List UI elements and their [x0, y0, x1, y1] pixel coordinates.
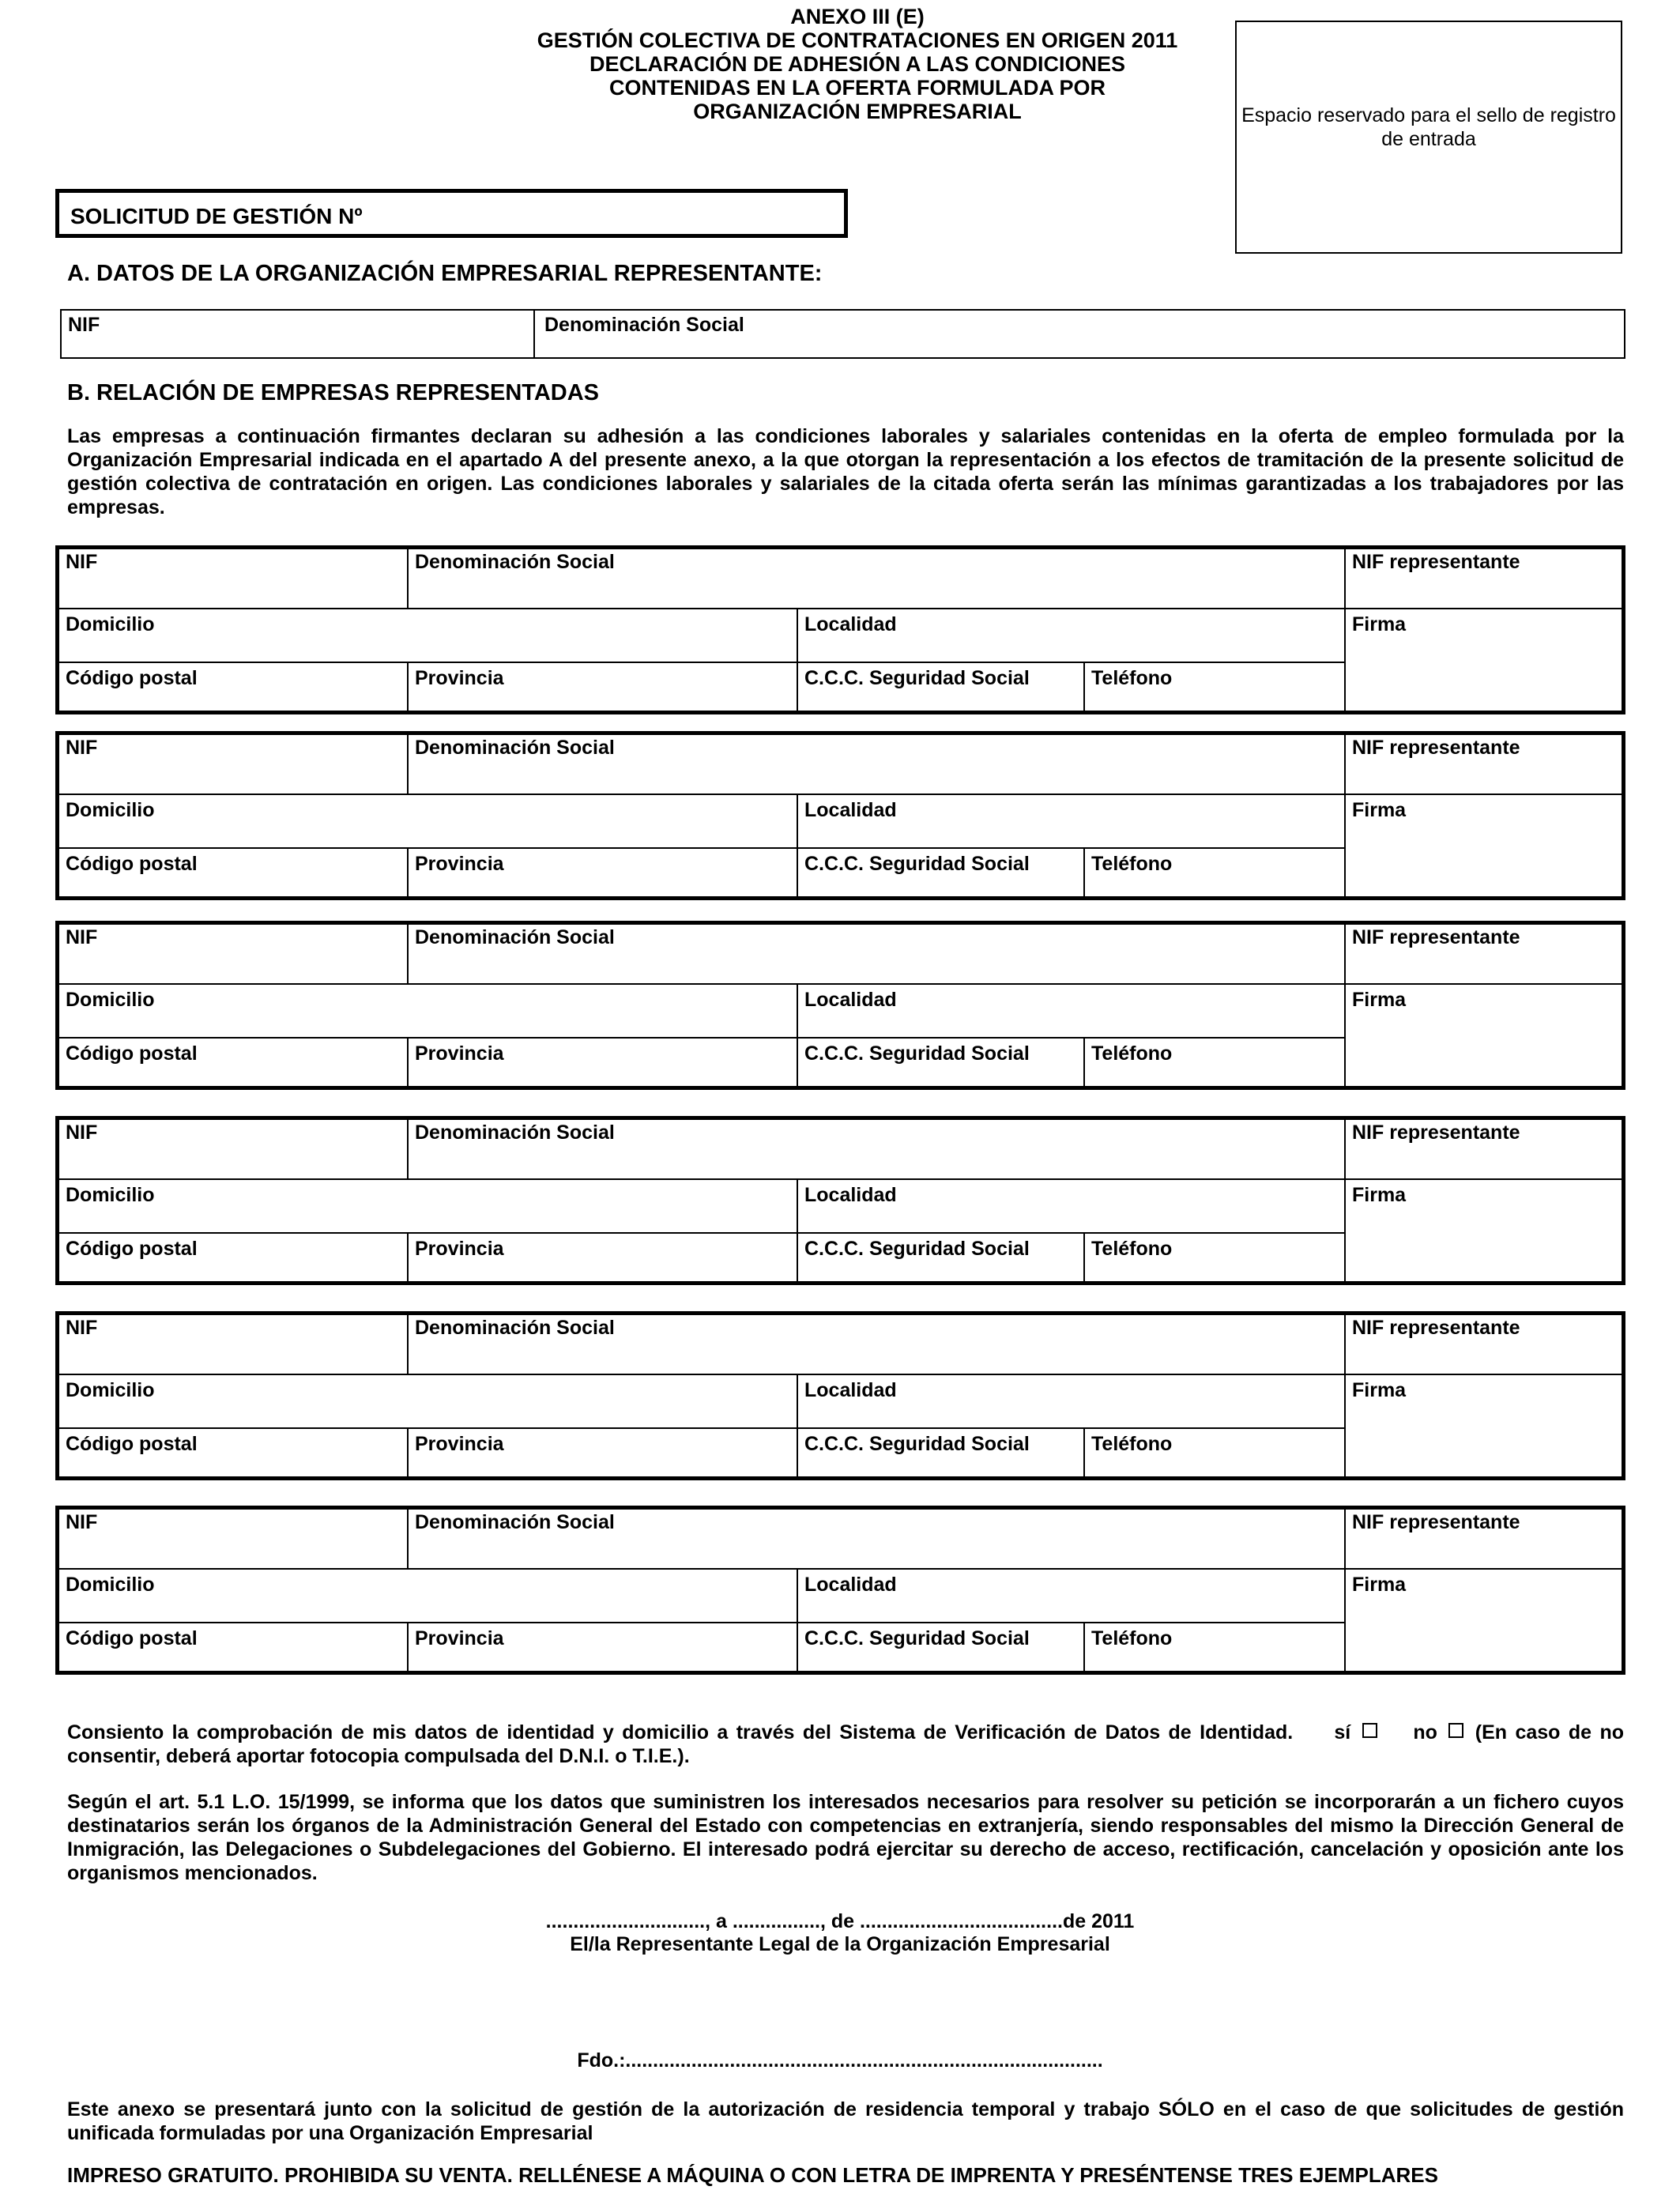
nif-representante-label: NIF representante [1352, 1511, 1520, 1533]
nif-field[interactable] [59, 1120, 407, 1178]
domicilio-label: Domicilio [66, 1184, 155, 1206]
ccc-seguridad-social-label: C.C.C. Seguridad Social [804, 1433, 1030, 1455]
company-block [55, 921, 1625, 1090]
section-a-table [60, 309, 1625, 359]
codigo-postal-label: Código postal [66, 853, 198, 875]
localidad-field[interactable] [797, 983, 1344, 1037]
privacy-notice: Según el art. 5.1 L.O. 15/1999, se informa que los datos que suministren los interesados necesarios para resolver su petición se incorporarán a un fichero cuyos destinatarios serán los órganos de la Administración General del Estado con competencias en extranjería, siendo responsables del mismo la Dirección General de Inmigración, las Delegaciones o Subdelegaciones del Gobierno. El interesado podrá ejercitar su derecho de acceso, rectificación, cancelación y oposición ante los organismos mencionados. [67, 1791, 1624, 1884]
domicilio-label: Domicilio [66, 799, 155, 821]
codigo-postal-field[interactable] [59, 1037, 407, 1086]
denominacion-label: Denominación Social [415, 737, 615, 759]
nif-label: NIF [66, 1511, 98, 1533]
denominacion-field[interactable] [407, 1510, 1344, 1568]
telefono-label: Teléfono [1091, 1627, 1173, 1649]
telefono-field[interactable] [1083, 1427, 1344, 1476]
solicitud-label: SOLICITUD DE GESTIÓN Nº [70, 204, 363, 228]
denominacion-label: Denominación Social [415, 551, 615, 573]
nif-field[interactable] [59, 549, 407, 608]
consent-tail: (En caso de no consentir, deberá aportar fotocopia compulsada del D.N.I. o T.I.E.). [67, 1721, 1625, 1767]
codigo-postal-field[interactable] [59, 1427, 407, 1476]
denominacion-field[interactable] [407, 549, 1344, 608]
firma-field[interactable] [1344, 983, 1622, 1086]
provincia-field[interactable] [407, 1622, 797, 1671]
title-line-1: ANEXO III (E) [790, 5, 925, 28]
telefono-field[interactable] [1083, 1232, 1344, 1281]
consent-no-checkbox[interactable] [1448, 1723, 1463, 1738]
section-a-heading: A. DATOS DE LA ORGANIZACIÓN EMPRESARIAL REPRESENTANTE: [67, 261, 823, 286]
nif-representante-field[interactable] [1344, 1510, 1622, 1568]
denominacion-label: Denominación Social [415, 1122, 615, 1144]
ccc-seguridad-social-label: C.C.C. Seguridad Social [804, 1238, 1030, 1260]
localidad-field[interactable] [797, 1374, 1344, 1427]
telefono-field[interactable] [1083, 1037, 1344, 1086]
nif-field[interactable] [59, 1510, 407, 1568]
localidad-label: Localidad [804, 1184, 897, 1206]
provincia-field[interactable] [407, 1232, 797, 1281]
telefono-label: Teléfono [1091, 1238, 1173, 1260]
domicilio-field[interactable] [59, 1178, 797, 1232]
domicilio-field[interactable] [59, 1568, 797, 1622]
provincia-label: Provincia [415, 1627, 504, 1649]
nif-representante-label: NIF representante [1352, 551, 1520, 573]
firma-field[interactable] [1344, 794, 1622, 896]
nif-representante-field[interactable] [1344, 1315, 1622, 1374]
solicitud-number-field[interactable] [55, 189, 848, 238]
nif-field[interactable] [59, 1315, 407, 1374]
provincia-label: Provincia [415, 1042, 504, 1065]
denominacion-label: Denominación Social [415, 1511, 615, 1533]
firma-field[interactable] [1344, 1178, 1622, 1281]
localidad-label: Localidad [804, 799, 897, 821]
company-block [55, 731, 1625, 900]
telefono-label: Teléfono [1091, 853, 1173, 875]
firma-field[interactable] [1344, 1374, 1622, 1476]
localidad-label: Localidad [804, 1574, 897, 1596]
firma-label: Firma [1352, 613, 1407, 635]
stamp-box-text: Espacio reservado para el sello de registro de entrada [1241, 104, 1616, 150]
domicilio-label: Domicilio [66, 1574, 155, 1596]
codigo-postal-label: Código postal [66, 1042, 198, 1065]
nif-field[interactable] [59, 925, 407, 983]
consent-yes-label: sí [1334, 1721, 1351, 1744]
company-block [55, 545, 1625, 714]
title-line-2: GESTIÓN COLECTIVA DE CONTRATACIONES EN ORIGEN 2011 [537, 28, 1178, 52]
telefono-label: Teléfono [1091, 1433, 1173, 1455]
nif-representante-label: NIF representante [1352, 737, 1520, 759]
nif-label: NIF [66, 926, 98, 948]
section-b-paragraph: Las empresas a continuación firmantes declaran su adhesión a las condiciones laborales y salariales contenidas en la oferta de empleo formulada por la Organización Empresarial indicada en el apartado A del presente anexo, a la que otorgan la representación a los efectos de tramitación de la presente solicitud de gestión colectiva de contratación en origen. Las condiciones laborales y salariales de la citada oferta serán las mínimas garantizadas a los trabajadores por las empresas. [67, 425, 1624, 518]
localidad-label: Localidad [804, 613, 897, 635]
telefono-field[interactable] [1083, 1622, 1344, 1671]
consent-text: Consiento la comprobación de mis datos de identidad y domicilio a través del Sistema de Verificación de Datos de Identidad. [67, 1721, 1294, 1744]
telefono-field[interactable] [1083, 847, 1344, 896]
nif-representante-field[interactable] [1344, 549, 1622, 608]
denominacion-field[interactable] [407, 925, 1344, 983]
denominacion-label: Denominación Social [415, 1317, 615, 1339]
ccc-seguridad-social-field[interactable] [797, 1037, 1083, 1086]
nif-representante-label: NIF representante [1352, 926, 1520, 948]
localidad-label: Localidad [804, 989, 897, 1011]
ccc-seguridad-social-field[interactable] [797, 847, 1083, 896]
nif-label: NIF [66, 551, 98, 573]
provincia-field[interactable] [407, 1427, 797, 1476]
registration-stamp-box [1235, 21, 1622, 254]
codigo-postal-field[interactable] [59, 1622, 407, 1671]
domicilio-label: Domicilio [66, 1379, 155, 1401]
denominacion-field[interactable] [407, 735, 1344, 794]
firma-label: Firma [1352, 989, 1407, 1011]
provincia-field[interactable] [407, 1037, 797, 1086]
signature-line[interactable]: Fdo.:....................................................................................... [577, 2049, 1103, 2071]
domicilio-label: Domicilio [66, 989, 155, 1011]
firma-label: Firma [1352, 1379, 1407, 1401]
domicilio-field[interactable] [59, 608, 797, 662]
localidad-field[interactable] [797, 1568, 1344, 1622]
firma-field[interactable] [1344, 608, 1622, 711]
divider [533, 311, 535, 357]
localidad-field[interactable] [797, 1178, 1344, 1232]
bottom-note: IMPRESO GRATUITO. PROHIBIDA SU VENTA. RELLÉNESE A MÁQUINA O CON LETRA DE IMPRENTA Y PRESÉNTENSE TRES EJEMPLARES [67, 2163, 1438, 2187]
company-block [55, 1116, 1625, 1285]
domicilio-label: Domicilio [66, 613, 155, 635]
company-block [55, 1311, 1625, 1480]
title-line-4: CONTENIDAS EN LA OFERTA FORMULADA POR [609, 76, 1106, 100]
denominacion-field[interactable] [407, 1315, 1344, 1374]
ccc-seguridad-social-label: C.C.C. Seguridad Social [804, 1042, 1030, 1065]
provincia-label: Provincia [415, 1433, 504, 1455]
provincia-label: Provincia [415, 1238, 504, 1260]
nif-representante-label: NIF representante [1352, 1317, 1520, 1339]
localidad-field[interactable] [797, 608, 1344, 662]
representative-label: El/la Representante Legal de la Organización Empresarial [570, 1933, 1110, 1955]
domicilio-field[interactable] [59, 794, 797, 847]
codigo-postal-field[interactable] [59, 662, 407, 711]
firma-field[interactable] [1344, 1568, 1622, 1671]
ccc-seguridad-social-field[interactable] [797, 1622, 1083, 1671]
codigo-postal-label: Código postal [66, 1433, 198, 1455]
consent-paragraph [67, 1721, 1624, 1768]
nif-representante-field[interactable] [1344, 1120, 1622, 1178]
domicilio-field[interactable] [59, 983, 797, 1037]
nif-label: NIF [66, 1317, 98, 1339]
consent-yes-checkbox[interactable] [1362, 1723, 1377, 1738]
localidad-label: Localidad [804, 1379, 897, 1401]
codigo-postal-label: Código postal [66, 1238, 198, 1260]
provincia-field[interactable] [407, 662, 797, 711]
title-line-5: ORGANIZACIÓN EMPRESARIAL [693, 100, 1022, 123]
org-denominacion-label: Denominación Social [544, 314, 744, 336]
ccc-seguridad-social-field[interactable] [797, 1232, 1083, 1281]
denominacion-label: Denominación Social [415, 926, 615, 948]
consent-no-label: no [1413, 1721, 1437, 1744]
codigo-postal-label: Código postal [66, 1627, 198, 1649]
telefono-label: Teléfono [1091, 1042, 1173, 1065]
company-block [55, 1506, 1625, 1675]
date-line[interactable]: ............................., a ................, de .....................................de 2011 [545, 1910, 1135, 1932]
nif-representante-field[interactable] [1344, 735, 1622, 794]
localidad-field[interactable] [797, 794, 1344, 847]
provincia-label: Provincia [415, 853, 504, 875]
ccc-seguridad-social-label: C.C.C. Seguridad Social [804, 1627, 1030, 1649]
title-line-3: DECLARACIÓN DE ADHESIÓN A LAS CONDICIONES [589, 52, 1126, 76]
firma-label: Firma [1352, 799, 1407, 821]
codigo-postal-field[interactable] [59, 1232, 407, 1281]
nif-representante-label: NIF representante [1352, 1122, 1520, 1144]
telefono-field[interactable] [1083, 662, 1344, 711]
ccc-seguridad-social-label: C.C.C. Seguridad Social [804, 667, 1030, 689]
nif-label: NIF [66, 737, 98, 759]
denominacion-field[interactable] [407, 1120, 1344, 1178]
codigo-postal-label: Código postal [66, 667, 198, 689]
domicilio-field[interactable] [59, 1374, 797, 1427]
nif-label: NIF [66, 1122, 98, 1144]
section-b-heading: B. RELACIÓN DE EMPRESAS REPRESENTADAS [67, 380, 599, 405]
ccc-seguridad-social-field[interactable] [797, 1427, 1083, 1476]
firma-label: Firma [1352, 1184, 1407, 1206]
provincia-label: Provincia [415, 667, 504, 689]
telefono-label: Teléfono [1091, 667, 1173, 689]
nif-field[interactable] [59, 735, 407, 794]
org-nif-label: NIF [68, 314, 100, 336]
nif-representante-field[interactable] [1344, 925, 1622, 983]
provincia-field[interactable] [407, 847, 797, 896]
codigo-postal-field[interactable] [59, 847, 407, 896]
ccc-seguridad-social-field[interactable] [797, 662, 1083, 711]
document-title [474, 5, 1241, 123]
ccc-seguridad-social-label: C.C.C. Seguridad Social [804, 853, 1030, 875]
footnote: Este anexo se presentará junto con la solicitud de gestión de la autorización de residencia temporal y trabajo SÓLO en el caso de que solicitudes de gestión unificada formuladas por una Organización Empresarial [67, 2098, 1624, 2144]
firma-label: Firma [1352, 1574, 1407, 1596]
